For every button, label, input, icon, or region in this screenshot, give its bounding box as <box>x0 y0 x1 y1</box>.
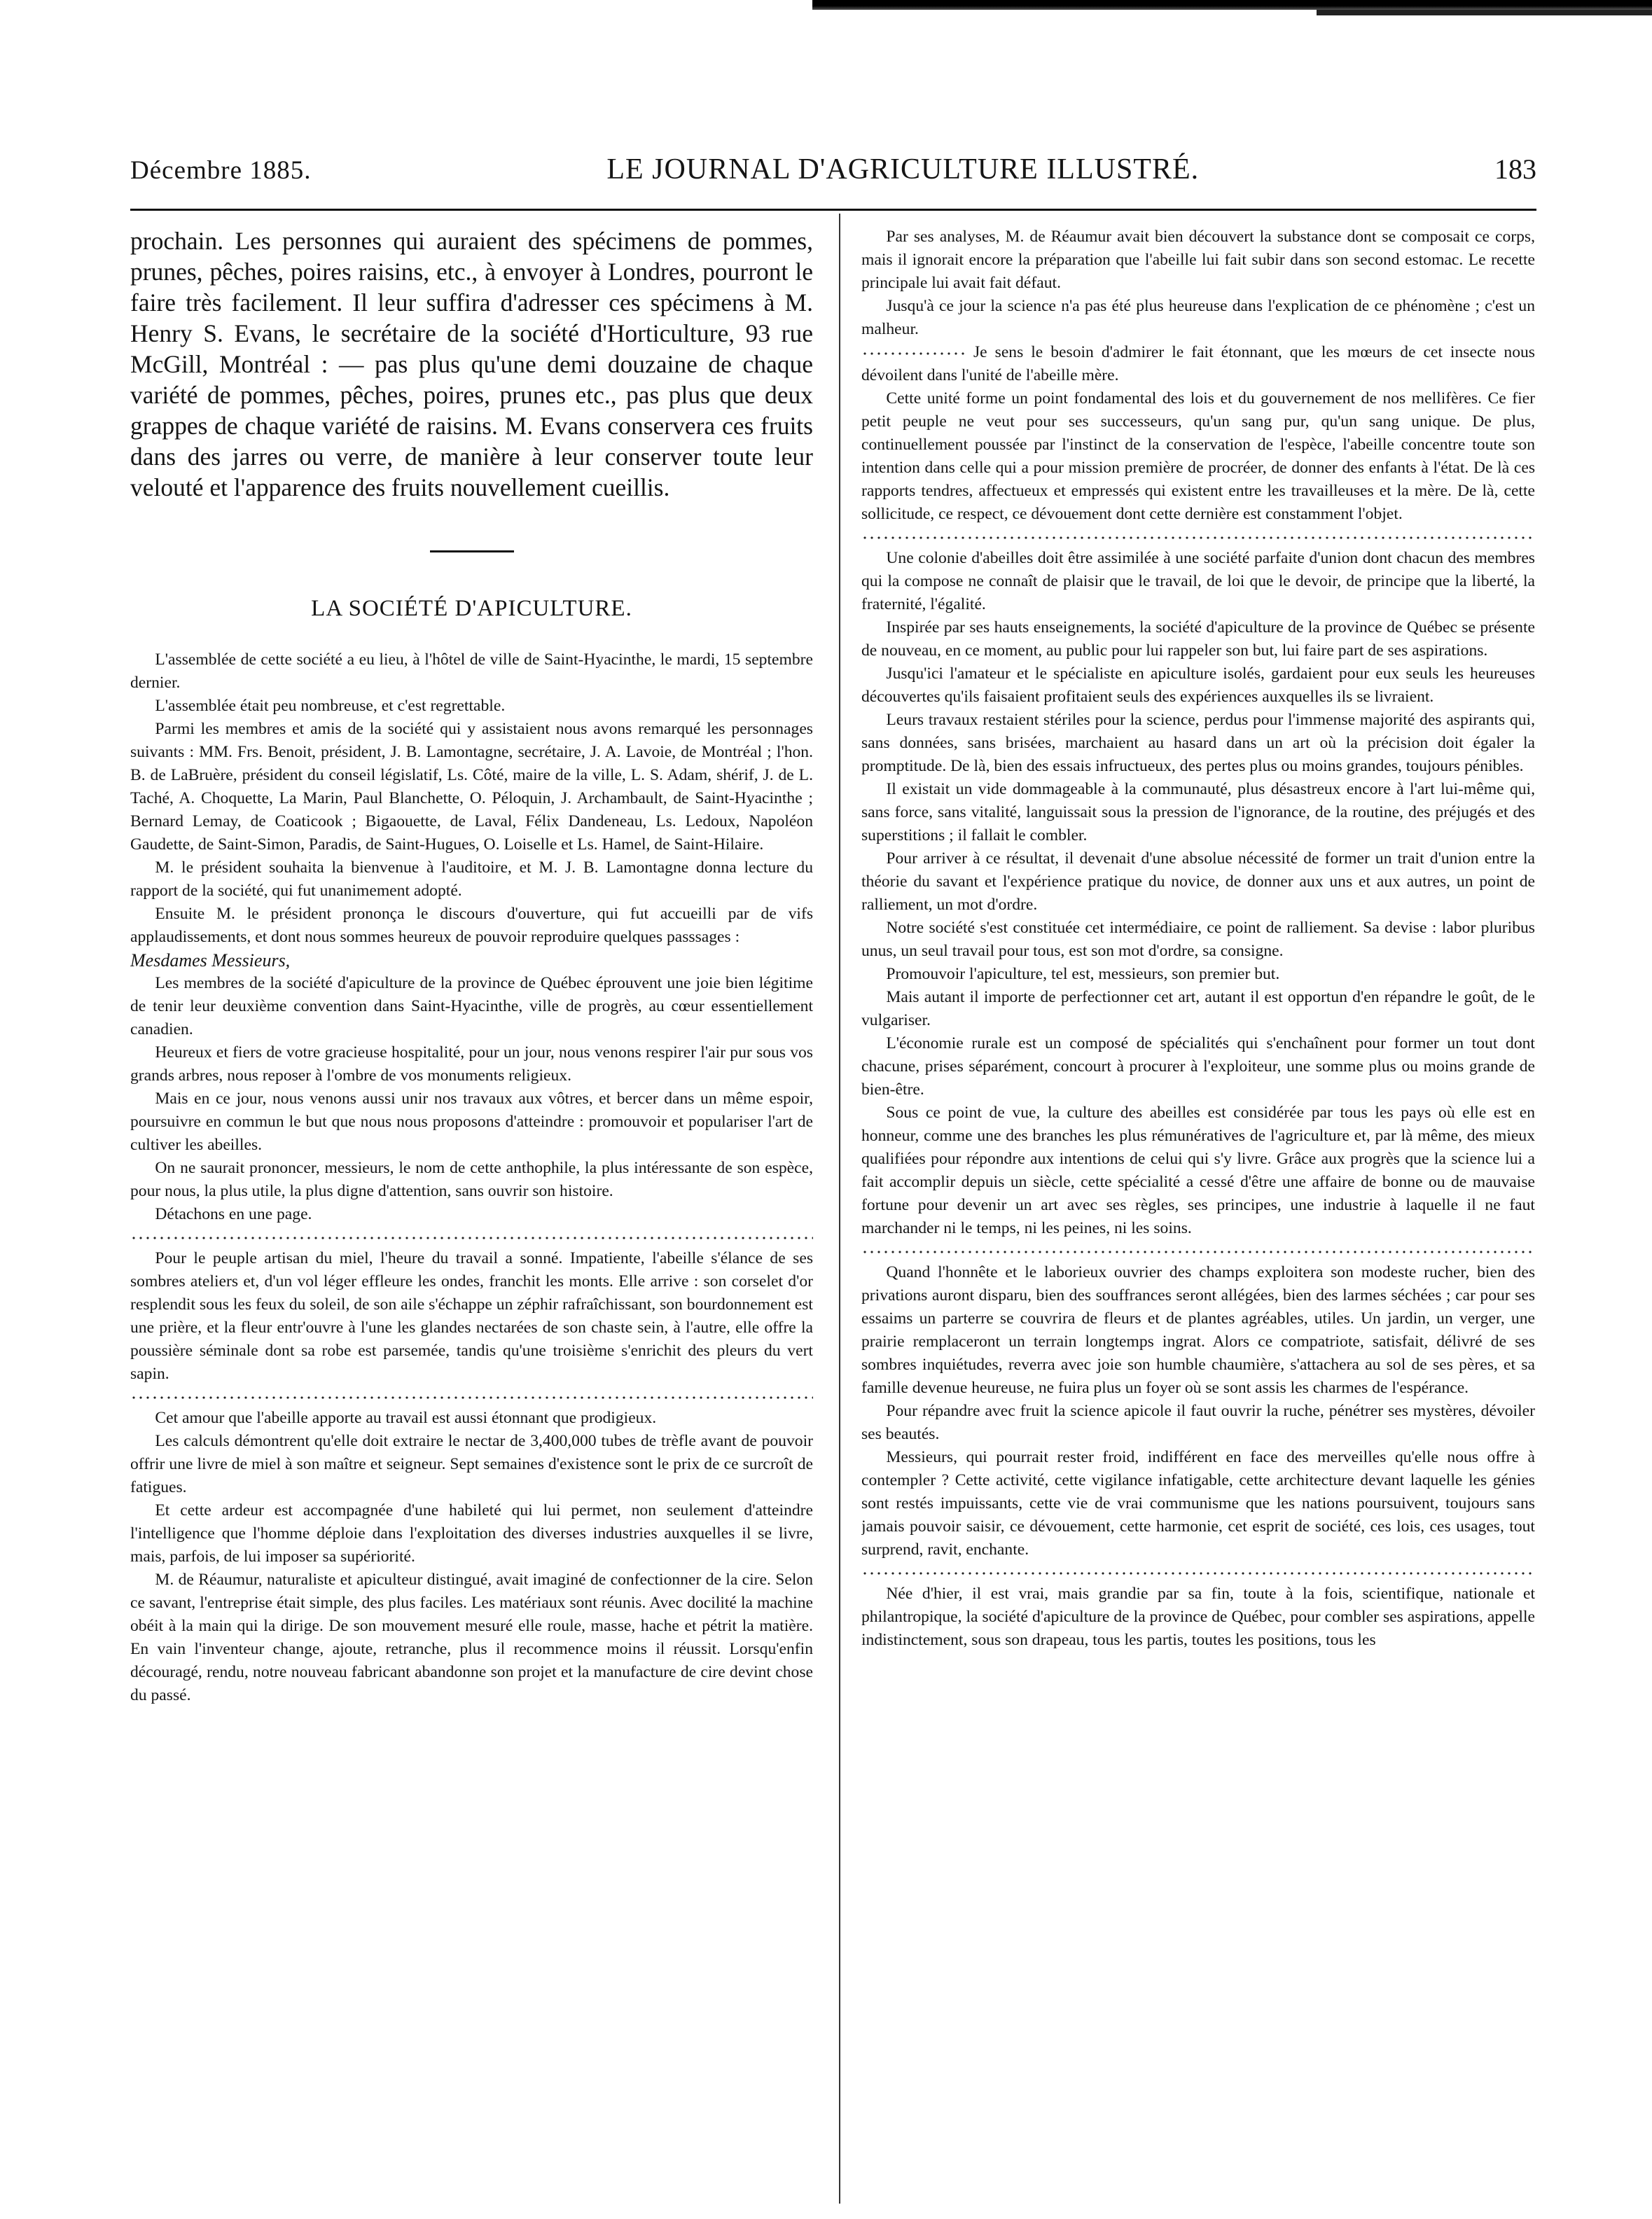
speech-paragraph: Pour répandre avec fruit la science apicole il faut ouvrir la ruche, pénétrer ses mystères, dévoiler ses beautés. <box>861 1402 1535 1443</box>
column-divider <box>839 214 840 2204</box>
page-header <box>130 153 1536 195</box>
speech-salutation: Mesdames Messieurs, <box>130 950 291 971</box>
article-body-left <box>130 648 813 1707</box>
speech-paragraph: Mais en ce jour, nous venons aussi unir nos travaux aux vôtres, et bercer dans un même espoir, poursuivre en commun le but que nous nous proposons d'atteindre : promouvoir et populariser l'art de cultiver les abeilles. <box>130 1090 813 1154</box>
speech-paragraph: Leurs travaux restaient stériles pour la science, perdus pour l'immense majorité des aspirants qui, sans données, sans brisées, marchaient au hasard dans un art où la précision doit égaler la promptitude. De là, bien des essais infructueux, des pertes plus ou moins grandes, toujours pénibles. <box>861 711 1535 775</box>
speech-paragraph: Promouvoir l'apiculture, tel est, messieurs, son premier but. <box>886 965 1280 983</box>
speech-paragraph: Pour arriver à ce résultat, il devenait d'une absolue nécessité de former un trait d'union entre la théorie du savant et l'expérience pratique du novice, de donner aux uns et aux autres, un point de ralliement, un mot d'ordre. <box>861 849 1535 914</box>
speech-paragraph: Notre société s'est constituée cet intermédiaire, ce point de ralliement. Sa devise : labor pluribus unus, un seul travail pour tous, est son mot d'ordre, sa consigne. <box>861 919 1535 960</box>
speech-paragraph: Jusqu'à ce jour la science n'a pas été plus heureuse dans l'explication de ce phénomène ; c'est un malheur. <box>861 297 1535 338</box>
intro-paragraph: prochain. Les personnes qui auraient des spécimens de pommes, prunes, pêches, poires raisins, etc., à envoyer à Londres, pourront le faire très facilement. Il leur suffira d'adresser ces spécimens à M. Henry S. Evans, le secrétaire de la société d'Horticulture, 93 rue McGill, Montréal : — pas plus qu'une demi douzaine de chaque variété de pommes, pêches, poires, prunes etc., pas plus que deux grappes de chaque variété de raisins. M. Evans conservera ces fruits dans des jarres ou verre, de manière à leur conserver toute leur velouté et l'apparence des fruits nouvellement cueillis. <box>130 227 813 501</box>
speech-paragraph: Il existait un vide dommageable à la communauté, plus désastreux encore à l'art lui-même qui, sans force, sans vitalité, languissait sous la pression de l'ignorance, de la routine, des préjugés et des superstitions ; il fallait le combler. <box>861 780 1535 844</box>
section-separator <box>430 550 514 552</box>
scan-edge-band <box>812 0 1652 10</box>
right-column <box>861 225 1535 1652</box>
speech-paragraph: Mais autant il importe de perfectionner cet art, autant il est opportun d'en répandre le goût, de le vulgariser. <box>861 988 1535 1029</box>
speech-paragraph: Les membres de la société d'apiculture de la province de Québec éprouvent une joie bien légitime de tenir leur deuxième convention dans Saint-Hyacinthe, ville de progrès, au cœur essentiellement canadien. <box>130 974 813 1038</box>
speech-paragraph: Heureux et fiers de votre gracieuse hospitalité, pour un jour, nous venons respirer l'air pur sous vos grands arbres, nous reposer à l'ombre de vos monuments religieux. <box>130 1043 813 1085</box>
section-title: LA SOCIÉTÉ D'APICULTURE. <box>311 596 632 621</box>
article-paragraph: M. le président souhaita la bienvenue à l'auditoire, et M. J. B. Lamontagne donna lecture du rapport de la société, qui fut unanimement adopté. <box>130 858 813 900</box>
speech-paragraph: Une colonie d'abeilles doit être assimilée à une société parfaite d'union dont chacun des membres qui la compose ne connaît de plaisir que le travail, de loi que le devoir, de principe que la liberté, la fraternité, l'égalité. <box>861 549 1535 613</box>
header-rule <box>130 209 1536 211</box>
ellipsis-lead <box>861 347 966 360</box>
speech-paragraph: Née d'hier, il est vrai, mais grandie par sa fin, toute à la fois, scientifique, nationale et philantropique, la société d'apiculture de la province de Québec, pour combler ses aspirations, appelle indistinctement, sous son drapeau, tous les partis, toutes les positions, tous les <box>861 1585 1535 1649</box>
article-paragraph: Ensuite M. le président prononça le discours d'ouverture, qui fut accueilli par de vifs applaudissements, et dont nous sommes heureux de pouvoir reproduire quelques passsages : <box>130 905 813 946</box>
speech-paragraph: Les calculs démontrent qu'elle doit extraire le nectar de 3,400,000 tubes de trèfle avant de pouvoir offrir une livre de miel à son maître et seigneur. Sept semaines d'existence sont le prix de ce surcroît de fatigues. <box>130 1432 813 1496</box>
page-number: 183 <box>1494 153 1536 185</box>
scan-edge-band-lower <box>1317 10 1652 15</box>
journal-title: LE JOURNAL D'AGRICULTURE ILLUSTRÉ. <box>606 153 1200 186</box>
dotted-paragraph-text: Je sens le besoin d'admirer le fait étonnant, que les mœurs de cet insecte nous dévoilent dans l'unité de l'abeille mère. <box>861 343 1535 384</box>
speech-paragraph: Par ses analyses, M. de Réaumur avait bien découvert la substance dont se composait ce corps, mais il ignorait encore la préparation que l'abeille lui fait subir dans son second estomac. Le recette principale lui avait fait défaut. <box>861 228 1535 292</box>
article-paragraph: Parmi les membres et amis de la société qui y assistaient nous avons remarqué les personnages suivants : MM. Frs. Benoit, président, J. B. Lamontagne, secrétaire, J. A. Lavoie, de Montréal ; l'hon. B. de LaBruère, président du conseil législatif, Ls. Côté, maire de la ville, L. S. Adam, shérif, J. de L. Taché, A. Choquette, La Marin, Paul Blanchette, O. Péloquin, J. Archambault, de Saint-Hyacinthe ; Bernard Lemay, de Coaticook ; Bigaouette, de Laval, Félix Dandeneau, Ls. Ledoux, Napoléon Gaudette, de Saint-Simon, Paradis, de Saint-Hugues, O. Loiselle et Ls. Hamel, de Saint-Hilaire. <box>130 720 813 854</box>
speech-paragraph: Sous ce point de vue, la culture des abeilles est considérée par tous les pays où elle est en honneur, comme une des branches les plus rémunératives de l'agriculture et, par là même, des mieux qualifiées pour répondre aux intentions de celui qui s'y livre. Grâce aux progrès que la science lui a fait accomplir depuis un siècle, cette spécialité a cessé d'être une affaire de bonne ou de mauvaise fortune pour devenir un art avec ses règles, ses principes, une industrie à laquelle il ne faut marchander ni le temps, ni les peines, ni les soins. <box>861 1104 1535 1237</box>
speech-paragraph: Détachons en une page. <box>155 1205 312 1223</box>
ellipsis-row <box>130 1391 813 1404</box>
speech-paragraph: Pour le peuple artisan du miel, l'heure du travail a sonné. Impatiente, l'abeille s'élance de ses sombres ateliers et, d'un vol léger effleure les ondes, franchit les monts. Elle arrive : son corselet d'or resplendit sous les feux du soleil, de son aile s'échappe un zéphir rafraîchissant, son bourdonnement est une prière, et la fleur entr'ouvre à l'une les glandes nectarées de son chaste sein, à l'autre, elle offre la poussière séminale dont sa robe est parsemée, tandis qu'une troisième s'enrichit des pleurs du vert sapin. <box>130 1249 813 1383</box>
ellipsis-row <box>861 1246 1535 1258</box>
speech-paragraph: Inspirée par ses hauts enseignements, la société d'apiculture de la province de Québec se présente de nouveau, en ce moment, au public pour lui rappeler son but, lui faire part de ses aspirations. <box>861 618 1535 660</box>
speech-paragraph: M. de Réaumur, naturaliste et apiculteur distingué, avait imaginé de confectionner de la cire. Selon ce savant, l'entreprise était simple, des plus faciles. Les matériaux sont réunis. Avec docilité la machine obéit à la main qui la dirige. De son mouvement mesuré elle roule, masse, hache et pétrit la matière. En vain l'inventeur change, ajoute, retranche, plus il recommence moins il réussit. Lorsqu'enfin découragé, rendu, notre nouveau fabricant abandonne son projet et la manufacture de cire devint chose du passé. <box>130 1571 813 1704</box>
left-column <box>130 225 813 1707</box>
speech-paragraph: Cette unité forme un point fondamental des lois et du gouvernement de nos mellifères. Ce fier petit peuple ne veut pour ses successeurs, qu'un sang pur, qu'un sang unique. De plus, continuellement poussée par l'instinct de la conservation de l'espèce, l'abeille concentre toute son intention dans celle qui a pour mission première de procréer, de donner des enfants à l'état. De là ces rapports tendres, affectueux et empressés qui existent entre les travailleuses et la mère. De là, cette sollicitude, ce respect, ce dévouement dont cette dernière est constamment l'objet. <box>861 389 1535 523</box>
article-paragraph: L'assemblée était peu nombreuse, et c'est regrettable. <box>155 697 506 715</box>
ellipsis-row <box>861 1567 1535 1580</box>
speech-paragraph: Quand l'honnête et le laborieux ouvrier des champs exploitera son modeste rucher, bien des privations auront disparu, bien des souffrances seront allégées, bien des larmes séchées ; car pour ses essaims un parterre se couvrira de fleurs et de plantes agréables, utiles. Un jardin, un verger, une prairie remplaceront un terrain longtemps ingrat. Alors ce compatriote, satisfait, délivré de ses sombres inquiétudes, reverra avec joie son humble chaumière, s'attachera au sol de ses pères, et sa famille devenue heureuse, ne fuira plus un foyer où se sont assis les charmes de l'espérance. <box>861 1263 1535 1397</box>
header-date: Décembre 1885. <box>130 156 312 185</box>
speech-paragraph: L'économie rurale est un composé de spécialités qui s'enchaînent pour former un tout dont chacune, prises séparément, concourt à procurer à l'exploiteur, une somme plus ou moins grande de bien-être. <box>861 1034 1535 1099</box>
article-paragraph: L'assemblée de cette société a eu lieu, à l'hôtel de ville de Saint-Hyacinthe, le mardi, 15 septembre dernier. <box>130 651 813 692</box>
ellipsis-row <box>130 1232 813 1244</box>
ellipsis-row <box>861 531 1535 544</box>
speech-paragraph: Et cette ardeur est accompagnée d'une habileté qui lui permet, non seulement d'atteindre l'intelligence que l'homme déploie dans l'exploitation des diverses industries auxquelles il se livre, mais, parfois, de lui imposer sa supériorité. <box>130 1501 813 1566</box>
speech-paragraph-dotted <box>861 341 1535 387</box>
speech-paragraph: Jusqu'ici l'amateur et le spécialiste en apiculture isolés, gardaient pour eux seuls les heureuses découvertes qu'ils faisaient profitaient seuls des expériences auxquelles ils se livraient. <box>861 665 1535 706</box>
speech-paragraph: Cet amour que l'abeille apporte au travail est aussi étonnant que prodigieux. <box>155 1409 657 1427</box>
speech-paragraph: Messieurs, qui pourrait rester froid, indifférent en face des merveilles qu'elle nous offre à contempler ? Cette activité, cette vigilance infatigable, cette architecture devant laquelle les génies sont restés impuissants, cette vie de vrai communisme que les nations poursuivent, toujours sans jamais pouvoir saisir, ce dévouement, cette harmonie, cet esprit de société, ces lois, ces usages, tout surprend, ravit, enchante. <box>861 1448 1535 1559</box>
speech-paragraph: On ne saurait prononcer, messieurs, le nom de cette anthophile, la plus intéressante de son espèce, pour nous, la plus utile, la plus digne d'attention, sans ouvrir son histoire. <box>130 1159 813 1200</box>
